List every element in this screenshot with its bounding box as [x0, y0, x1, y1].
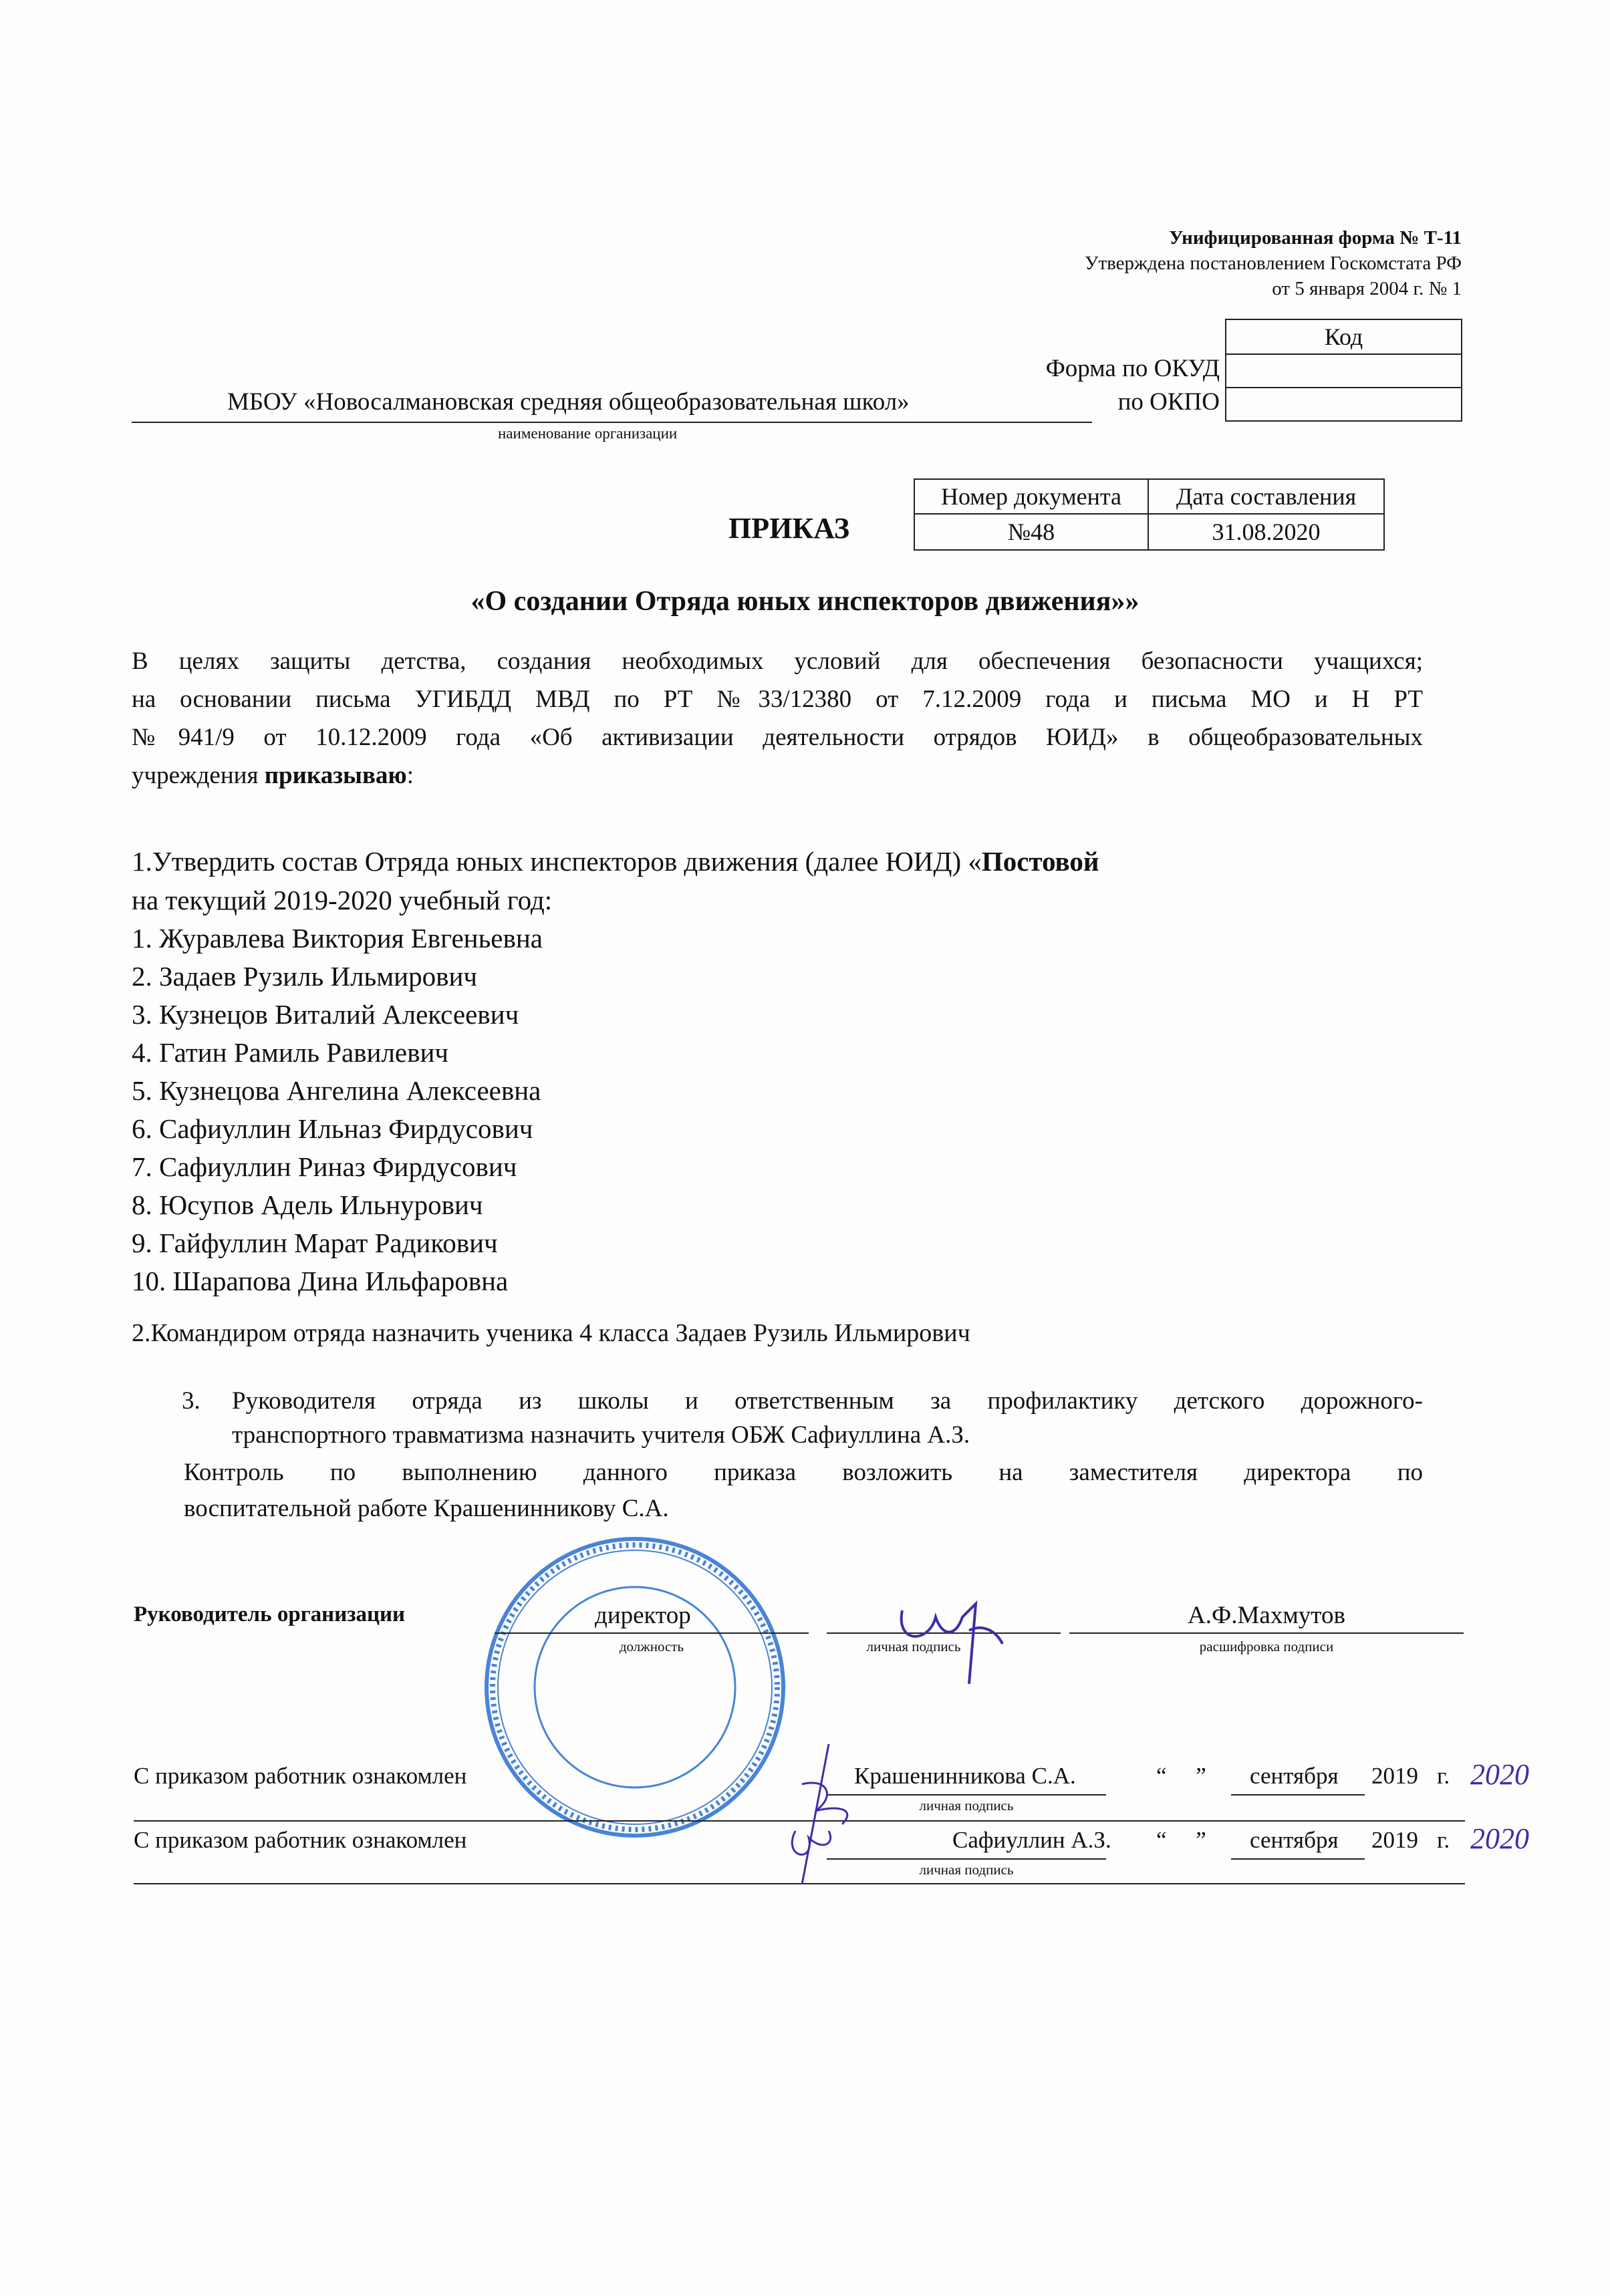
- organization-underline: [132, 422, 1092, 423]
- code-header: Код: [1225, 319, 1462, 355]
- member: 10. Шарапова Дина Ильфаровна: [132, 1266, 509, 1296]
- member: 7. Сафиуллин Риназ Фирдусович: [132, 1151, 517, 1182]
- member: 5. Кузнецова Ангелина Алексеевна: [132, 1075, 541, 1106]
- item-3-line-1: Руководителя отряда из школы и ответственным за профилактику детского дорожного-: [232, 1387, 1423, 1415]
- body-last-line: [132, 761, 414, 790]
- approved-by: Утверждена постановлением Госкомстата РФ: [1084, 253, 1462, 274]
- item-1-squad-name: Постовой: [981, 846, 1099, 877]
- ack-underline: [1231, 1858, 1365, 1860]
- handwritten-year: 2020: [1470, 1758, 1529, 1791]
- item-1: [132, 845, 1099, 877]
- body-line: В целях защиты детства, создания необходимых условий для обеспечения безопасности учащихся;: [132, 648, 1423, 675]
- ack-quote: “ ”: [1156, 1827, 1206, 1853]
- ack-year: 2019: [1371, 1763, 1418, 1789]
- employee-signature-icon: [775, 1737, 896, 1891]
- order-title: ПРИКАЗ: [728, 512, 850, 545]
- name-caption: расшифровка подписи: [1199, 1638, 1334, 1655]
- item-3-number: 3.: [182, 1387, 200, 1415]
- member: 1. Журавлева Виктория Евгеньевна: [132, 923, 543, 954]
- body-order-word: приказываю: [264, 762, 407, 789]
- sign-caption: личная подпись: [866, 1638, 961, 1655]
- ack-year: 2019: [1371, 1827, 1418, 1853]
- member: 2. Задаев Рузиль Ильмирович: [132, 961, 478, 992]
- name-underline: [1069, 1632, 1464, 1634]
- doc-number: №48: [914, 513, 1149, 551]
- organization-caption: наименование организации: [498, 425, 678, 442]
- member: 9. Гайфуллин Марат Радикович: [132, 1228, 498, 1258]
- okud-value: [1225, 353, 1462, 388]
- position-caption: должность: [619, 1638, 684, 1655]
- doc-date: 31.08.2020: [1148, 513, 1385, 551]
- ack-year-suffix: г.: [1437, 1827, 1450, 1853]
- ack-year-suffix: г.: [1437, 1763, 1450, 1789]
- ack-caption: личная подпись: [919, 1862, 1014, 1878]
- item-1-text: 1.Утвердить состав Отряда юных инспекторов движения (далее ЮИД) «: [132, 846, 982, 877]
- okpo-value: [1225, 387, 1462, 422]
- member: 6. Сафиуллин Ильназ Фирдусович: [132, 1113, 533, 1144]
- ack-month: сентября: [1250, 1763, 1339, 1789]
- order-subject: «О создании Отряда юных инспекторов движения»»: [471, 586, 1139, 617]
- signature-label: Руководитель организации: [134, 1602, 406, 1626]
- ack-label: С приказом работник ознакомлен: [134, 1763, 467, 1789]
- item-1-line-2: на текущий 2019-2020 учебный год:: [132, 885, 553, 915]
- ack-month: сентября: [1250, 1827, 1339, 1853]
- body-text: учреждения: [132, 762, 265, 789]
- form-title: Унифицированная форма № Т-11: [1169, 227, 1462, 249]
- organization-name: МБОУ «Новосалмановская средняя общеобразовательная школ»: [227, 388, 910, 416]
- ack-name: Крашенинникова С.А.: [854, 1763, 1076, 1789]
- member: 4. Гатин Рамиль Равилевич: [132, 1037, 449, 1068]
- body-line: на основании письма УГИБДД МВД по РТ №33/12380 от 7.12.2009 года и письма МО и Н РТ: [132, 686, 1423, 713]
- member: 8. Юсупов Адель Ильнурович: [132, 1189, 483, 1220]
- body-text: :: [406, 762, 414, 789]
- member: 3. Кузнецов Виталий Алексеевич: [132, 999, 519, 1030]
- item-3-line-2: транспортного травматизма назначить учителя ОБЖ Сафиуллина А.З.: [232, 1421, 970, 1449]
- signature-position: директор: [595, 1602, 691, 1629]
- ack-label: С приказом работник ознакомлен: [134, 1827, 467, 1853]
- director-signature-icon: [889, 1590, 1063, 1691]
- doc-number-header: Номер документа: [914, 478, 1149, 515]
- ack-caption: личная подпись: [919, 1798, 1014, 1814]
- body-line: №941/9 от 10.12.2009 года «Об активизации деятельности отрядов ЮИД» в общеобразовательных: [132, 724, 1423, 751]
- signer-name: А.Ф.Махмутов: [1188, 1602, 1345, 1629]
- item-2: 2.Командиром отряда назначить ученика 4 класса Задаев Рузиль Ильмирович: [132, 1319, 970, 1347]
- ack-underline: [1231, 1794, 1365, 1796]
- handwritten-year: 2020: [1470, 1822, 1529, 1855]
- ack-quote: “ ”: [1156, 1763, 1206, 1789]
- control-line-1: Контроль по выполнению данного приказа возложить на заместителя директора по: [184, 1459, 1423, 1486]
- okpo-label: по ОКПО: [1117, 388, 1220, 416]
- position-underline: [495, 1632, 809, 1634]
- doc-date-header: Дата составления: [1148, 478, 1385, 515]
- organization-stamp-icon: [481, 1534, 789, 1841]
- okud-label: Форма по ОКУД: [1045, 355, 1220, 382]
- ack-name: Сафиуллин А.З.: [952, 1827, 1111, 1853]
- control-line-2: воспитательной работе Крашенинникову С.А.: [184, 1495, 669, 1522]
- approved-date: от 5 января 2004 г. № 1: [1272, 278, 1462, 299]
